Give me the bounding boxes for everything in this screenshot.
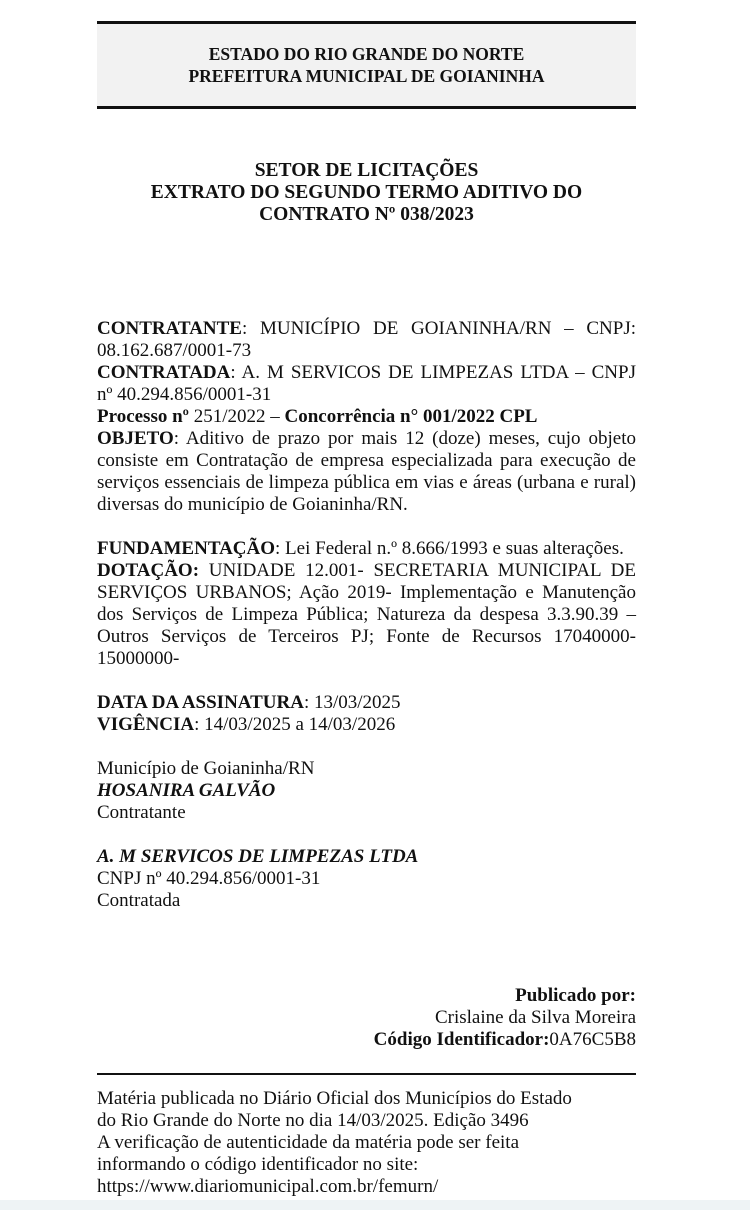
publisher-name: Crislaine da Silva Moreira [434, 1007, 636, 1028]
dotacao-label: DOTAÇÃO: [97, 560, 200, 581]
objeto-label: OBJETO [97, 428, 174, 449]
dotacao-paragraph [97, 560, 636, 670]
bottom-band [0, 1200, 750, 1210]
processo-paragraph [97, 406, 636, 428]
contratada-label: CONTRATADA [97, 362, 231, 383]
published-by-label: Publicado por: [515, 985, 636, 1006]
contratante-label: CONTRATANTE [97, 318, 242, 339]
contratada-signatory-name: A. M SERVICOS DE LIMPEZAS LTDA [97, 846, 419, 867]
document-title [97, 160, 636, 226]
title-line-3: CONTRATO Nº 038/2023 [259, 204, 474, 225]
identifier-label: Código Identificador: [373, 1029, 550, 1050]
processo-value: 251/2022 – [188, 406, 285, 427]
document-body [97, 318, 636, 912]
contratante-role: Contratante [97, 802, 186, 823]
vigencia-value: : 14/03/2025 a 14/03/2026 [194, 714, 396, 735]
objeto-value: : Aditivo de prazo por mais 12 (doze) meses, cujo objeto consiste em Contratação de empresa especializada para execução de serviços essenciais de limpeza pública em vias e áreas (urbana e rural) diversas do município de Goianinha/RN. [97, 428, 636, 515]
contratante-value: : MUNICÍPIO DE GOIANINHA/RN – CNPJ: 08.162.687/0001-73 [97, 318, 636, 361]
footer-line-4: informando o código identificador no site: [97, 1154, 419, 1175]
processo-label: Processo nº [97, 406, 189, 427]
header-state: ESTADO DO RIO GRANDE DO NORTE [208, 44, 525, 64]
footer-url[interactable]: https://www.diariomunicipal.com.br/femurn/ [97, 1176, 439, 1197]
identifier-line [97, 1029, 636, 1051]
data-assinatura-value: : 13/03/2025 [303, 692, 401, 713]
footer-divider [97, 1073, 636, 1075]
identifier-code: 0A76C5B8 [549, 1029, 636, 1050]
contratada-value: : A. M SERVICOS DE LIMPEZAS LTDA – CNPJ nº 40.294.856/0001-31 [97, 362, 636, 405]
contratada-role: Contratada [97, 890, 181, 911]
title-line-1: SETOR DE LICITAÇÕES [254, 160, 479, 181]
contratante-signatory-name: HOSANIRA GALVÃO [97, 780, 276, 801]
dotacao-value: UNIDADE 12.001- SECRETARIA MUNICIPAL DE SERVIÇOS URBANOS; Ação 2019- Implementação e Manutenção dos Serviços de Limpeza Pública; Natureza da despesa 3.3.90.39 – Outros Serviços de Terceiros PJ; Fonte de Recursos 17040000- 15000000- [97, 560, 636, 669]
fundamentacao-label: FUNDAMENTAÇÃO [97, 538, 276, 559]
objeto-paragraph [97, 428, 636, 516]
header-prefeitura: PREFEITURA MUNICIPAL DE GOIANINHA [188, 66, 545, 86]
document-header [97, 21, 636, 109]
concorrencia-label: Concorrência n° 001/2022 CPL [284, 406, 538, 427]
publication-block [97, 985, 636, 1051]
footer-line-1: Matéria publicada no Diário Oficial dos Municípios do Estado [97, 1088, 572, 1109]
footer-line-2: do Rio Grande do Norte no dia 14/03/2025. Edição 3496 [97, 1110, 529, 1131]
vigencia-paragraph [97, 714, 636, 736]
fundamentacao-value: : Lei Federal n.º 8.666/1993 e suas alterações. [275, 538, 624, 559]
contratante-paragraph [97, 318, 636, 362]
contratada-cnpj: CNPJ nº 40.294.856/0001-31 [97, 868, 321, 889]
data-assinatura-label: DATA DA ASSINATURA [97, 692, 304, 713]
contratante-org: Município de Goianinha/RN [97, 758, 315, 779]
footer-line-3: A verificação de autenticidade da matéria pode ser feita [97, 1132, 519, 1153]
data-assinatura-paragraph [97, 692, 636, 714]
fundamentacao-paragraph [97, 538, 636, 560]
footer-note [97, 1088, 636, 1198]
vigencia-label: VIGÊNCIA [97, 714, 195, 735]
contratada-paragraph [97, 362, 636, 406]
title-line-2: EXTRATO DO SEGUNDO TERMO ADITIVO DO [150, 182, 583, 203]
